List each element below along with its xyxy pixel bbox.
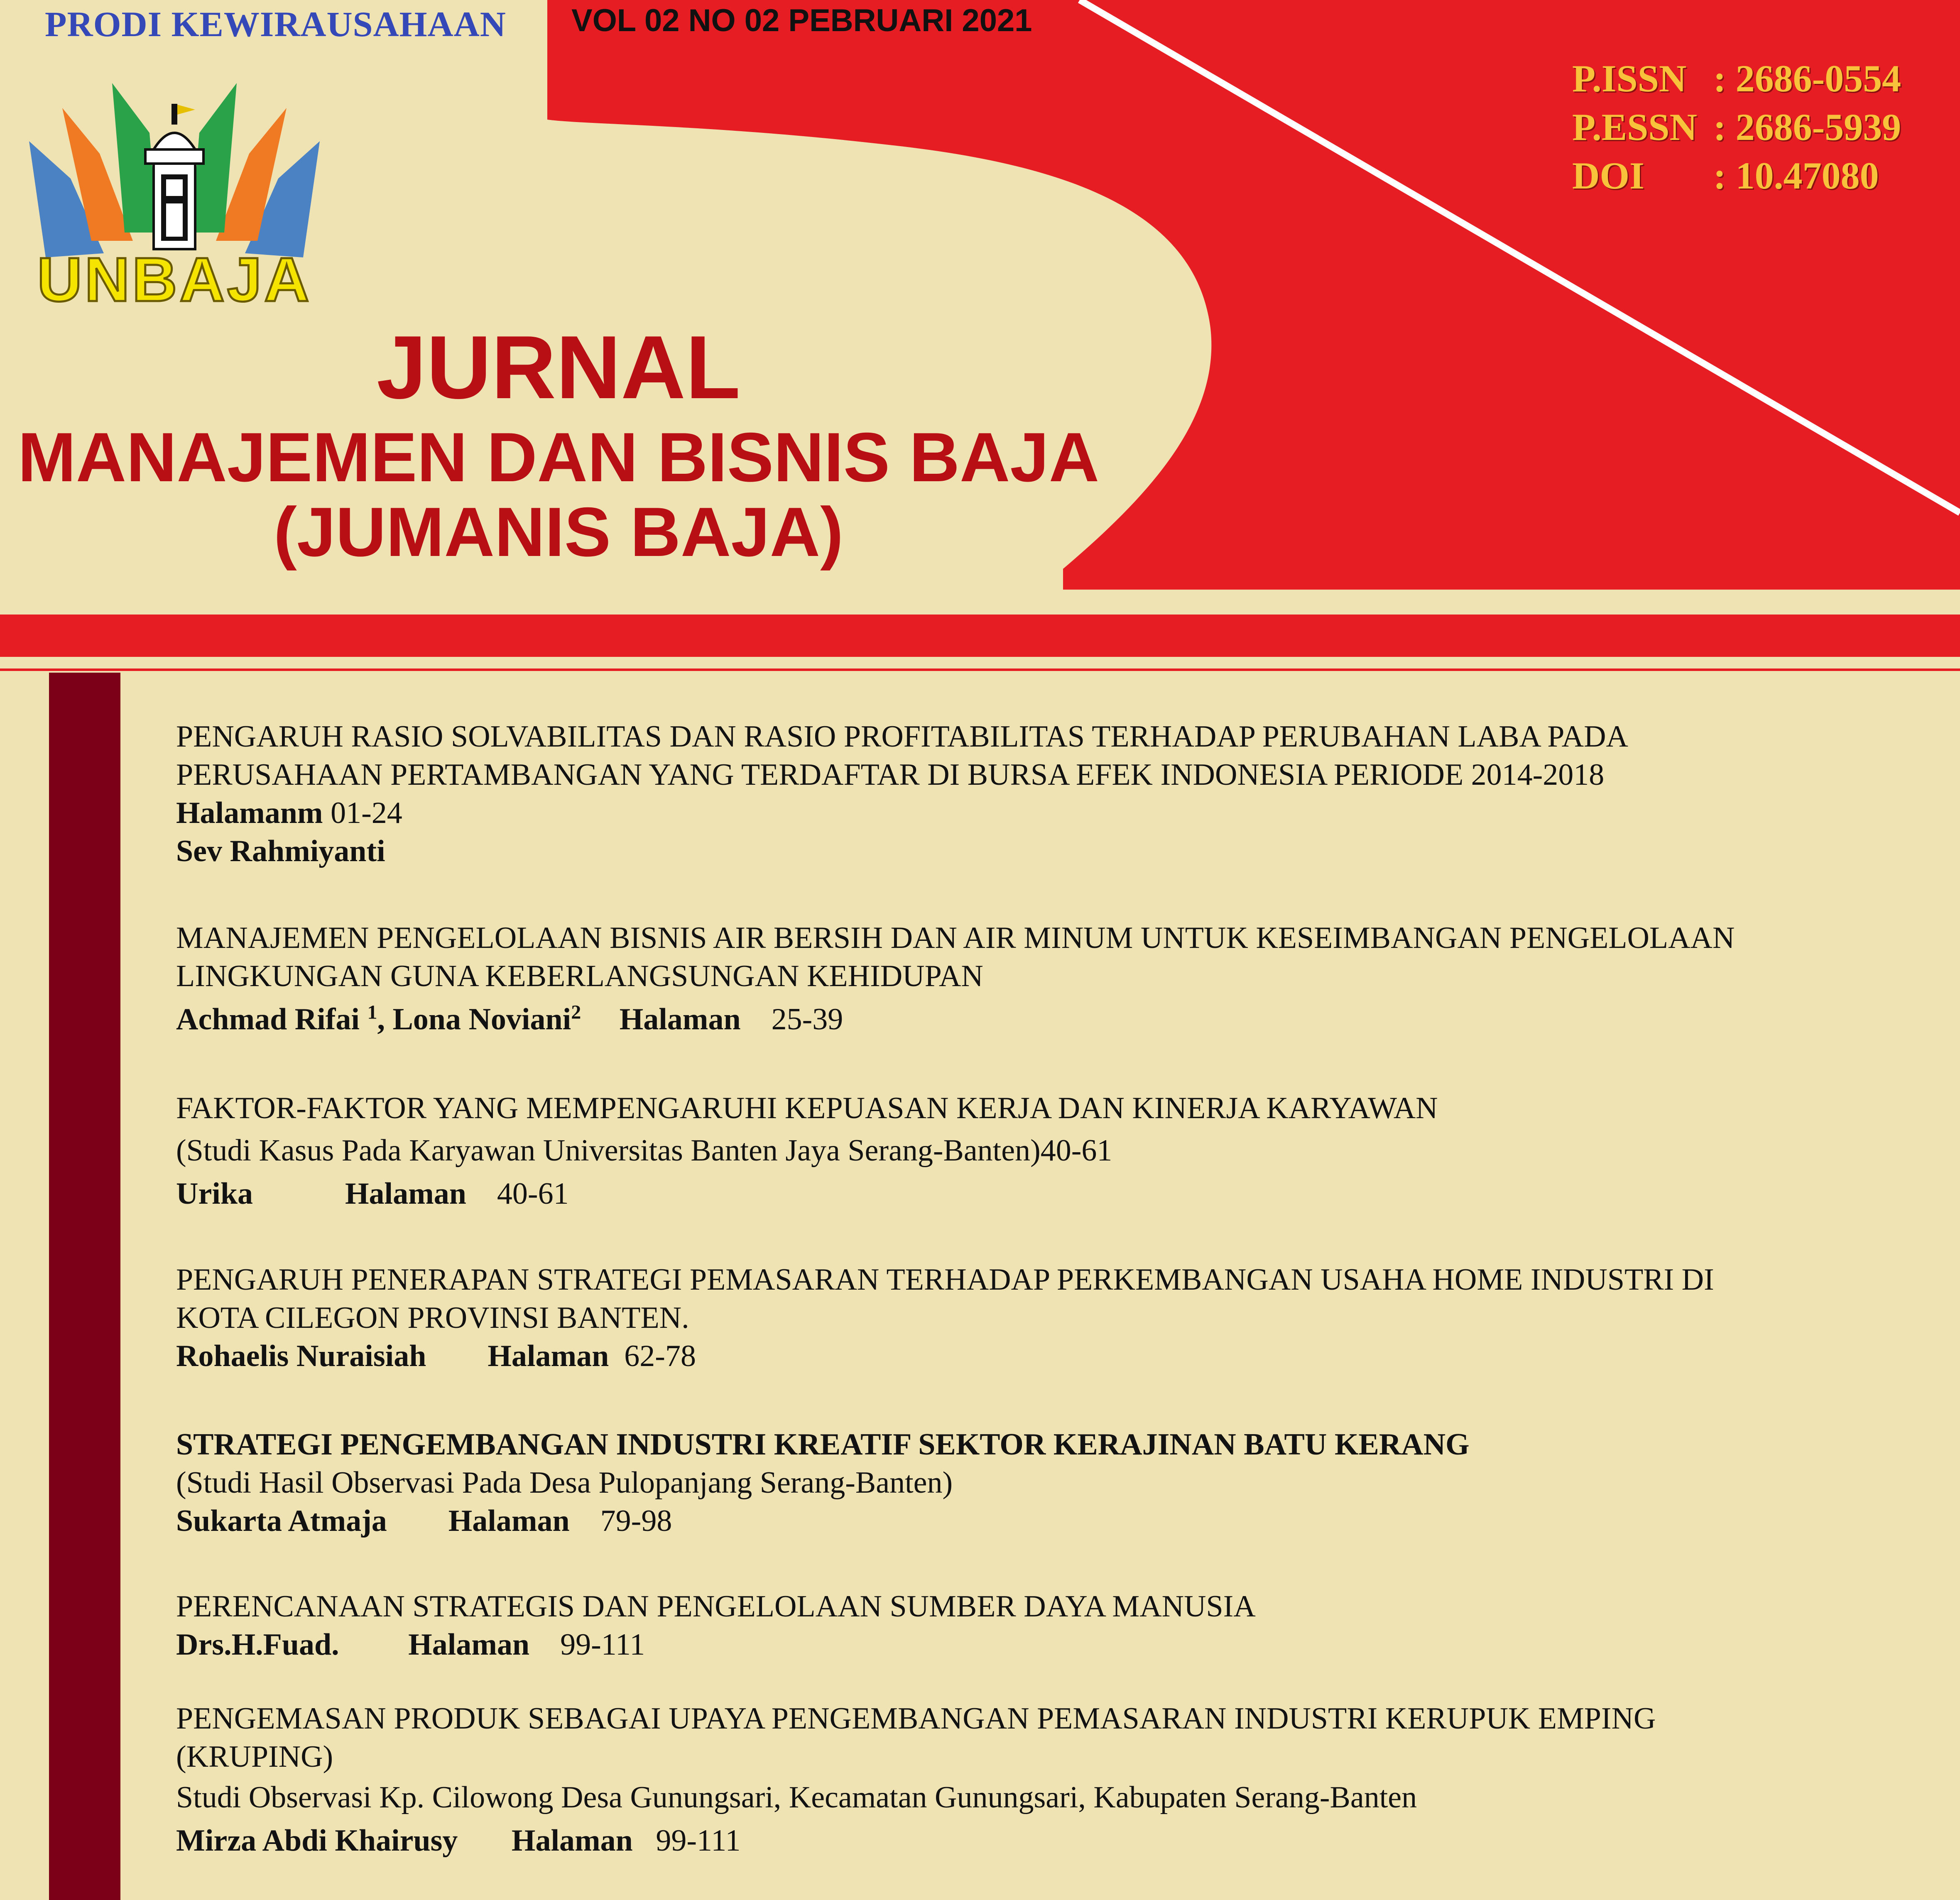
article-pages: Halamanm 01-24 — [176, 796, 402, 830]
article-5 — [176, 1425, 1920, 1540]
essn-row — [1572, 105, 1901, 149]
unbaja-logo — [29, 83, 320, 307]
issn-row — [1572, 56, 1901, 100]
essn-label: P.ESSN — [1572, 106, 1697, 148]
article-author-pages: Rohaelis Nuraisiah Halaman 62-78 — [176, 1339, 696, 1373]
article-title: (KRUPING) — [176, 1740, 333, 1774]
article-subtitle: (Studi Hasil Observasi Pada Desa Pulopanjang Serang-Banten) — [176, 1466, 953, 1500]
left-dark-bar — [49, 673, 120, 1900]
doi-label: DOI — [1572, 154, 1644, 197]
volume-label: VOL 02 NO 02 PEBRUARI 2021 — [571, 3, 1032, 38]
journal-title-line2: MANAJEMEN DAN BISNIS BAJA — [17, 418, 1100, 496]
article-author: Sev Rahmiyanti — [176, 834, 385, 868]
article-4 — [176, 1261, 1920, 1375]
article-title: PENGEMASAN PRODUK SEBAGAI UPAYA PENGEMBANGAN PEMASARAN INDUSTRI KERUPUK EMPING — [176, 1702, 1656, 1736]
doi-value: : 10.47080 — [1713, 154, 1879, 197]
issn-value: : 2686-0554 — [1713, 57, 1901, 100]
article-6 — [176, 1587, 1920, 1664]
article-author-pages: Mirza Abdi Khairusy Halaman 99-111 — [176, 1824, 741, 1858]
essn-value: : 2686-5939 — [1713, 106, 1901, 148]
article-title: KOTA CILEGON PROVINSI BANTEN. — [176, 1301, 689, 1335]
article-author-pages: Drs.H.Fuad. Halaman 99-111 — [176, 1628, 645, 1662]
article-subtitle: (Studi Kasus Pada Karyawan Universitas Banten Jaya Serang-Banten)40-61 — [176, 1134, 1112, 1168]
article-title: STRATEGI PENGEMBANGAN INDUSTRI KREATIF SEKTOR KERAJINAN BATU KERANG — [176, 1427, 1470, 1462]
article-1 — [176, 717, 1920, 870]
thin-red-line — [0, 668, 1960, 671]
journal-title-line1: JURNAL — [376, 317, 741, 417]
doi-row — [1572, 154, 1879, 198]
lighthouse-icon — [145, 104, 203, 249]
article-title: PERUSAHAAN PERTAMBANGAN YANG TERDAFTAR DI BURSA EFEK INDONESIA PERIODE 2014-2018 — [176, 758, 1605, 792]
program-name: PRODI KEWIRAUSAHAAN — [45, 4, 506, 44]
article-7 — [176, 1699, 1920, 1860]
issn-label: P.ISSN — [1572, 57, 1687, 100]
article-title: MANAJEMEN PENGELOLAAN BISNIS AIR BERSIH DAN AIR MINUM UNTUK KESEIMBANGAN PENGELOLAAN — [176, 921, 1735, 955]
article-subtitle: Studi Observasi Kp. Cilowong Desa Gunungsari, Kecamatan Gunungsari, Kabupaten Serang-Banten — [176, 1780, 1417, 1814]
article-title: LINGKUNGAN GUNA KEBERLANGSUNGAN KEHIDUPAN — [176, 959, 983, 993]
article-2 — [176, 919, 1920, 1038]
article-title: FAKTOR-FAKTOR YANG MEMPENGARUHI KEPUASAN KERJA DAN KINERJA KARYAWAN — [176, 1091, 1438, 1125]
article-author-pages: Urika Halaman 40-61 — [176, 1177, 569, 1211]
article-title: PENGARUH PENERAPAN STRATEGI PEMASARAN TERHADAP PERKEMBANGAN USAHA HOME INDUSTRI DI — [176, 1263, 1714, 1297]
article-author-pages: Achmad Rifai $^1$, Lona Noviani$^2$ Halaman 25-39 — [176, 1001, 843, 1036]
logo-wordmark: UNBAJA — [37, 245, 312, 307]
article-3 — [176, 1089, 1920, 1213]
article-title: PENGARUH RASIO SOLVABILITAS DAN RASIO PROFITABILITAS TERHADAP PERUBAHAN LABA PADA — [176, 720, 1628, 754]
article-title: PERENCANAAN STRATEGIS DAN PENGELOLAAN SUMBER DAYA MANUSIA — [176, 1589, 1256, 1623]
journal-title-line3: (JUMANIS BAJA) — [273, 493, 844, 571]
article-author-pages: Sukarta Atmaja Halaman 79-98 — [176, 1504, 672, 1538]
red-band — [0, 615, 1960, 657]
